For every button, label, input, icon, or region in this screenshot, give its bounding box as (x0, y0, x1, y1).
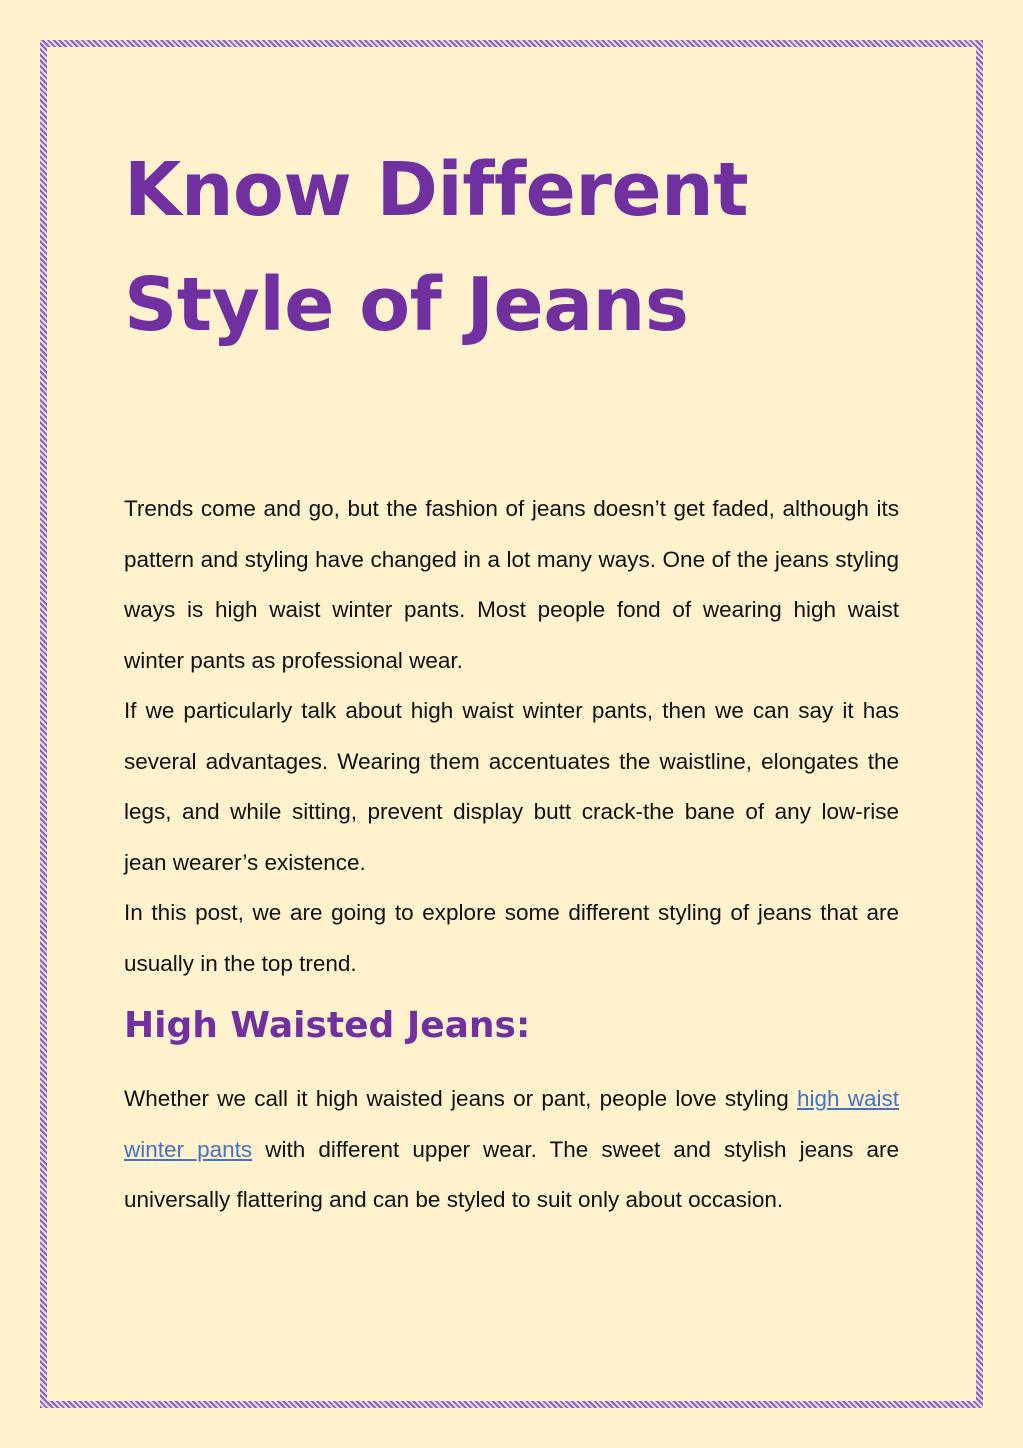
intro-text (124, 484, 899, 989)
section-paragraph (124, 1074, 899, 1226)
section-heading: High Waisted Jeans: (124, 1005, 531, 1046)
section-text-after-link: with different upper wear. The sweet and stylish jeans are universally flattering and can be styled to suit only about occasion. (124, 1136, 899, 1212)
intro-paragraph-2: If we particularly talk about high waist winter pants, then we can say it has several advantages. Wearing them accentuates the waistline, elongates the legs, and while sitting, prevent display butt crack-the bane of any low-rise jean wearer’s existence. (124, 698, 899, 875)
intro-paragraph-1: Trends come and go, but the fashion of jeans doesn’t get faded, although its pattern and styling have changed in a lot many ways. One of the jeans styling ways is high waist winter pants. Most people fond of wearing high waist winter pants as professional wear. (124, 496, 899, 673)
document-title: Know Different Style of Jeans (124, 147, 749, 348)
section-body (124, 1074, 899, 1226)
section-text-before-link: Whether we call it high waisted jeans or pant, people love styling (124, 1086, 797, 1111)
intro-paragraph-3: In this post, we are going to explore some different styling of jeans that are usually in the top trend. (124, 900, 899, 976)
high-waist-winter-pants-link[interactable]: high waist winter pants (124, 1086, 899, 1162)
